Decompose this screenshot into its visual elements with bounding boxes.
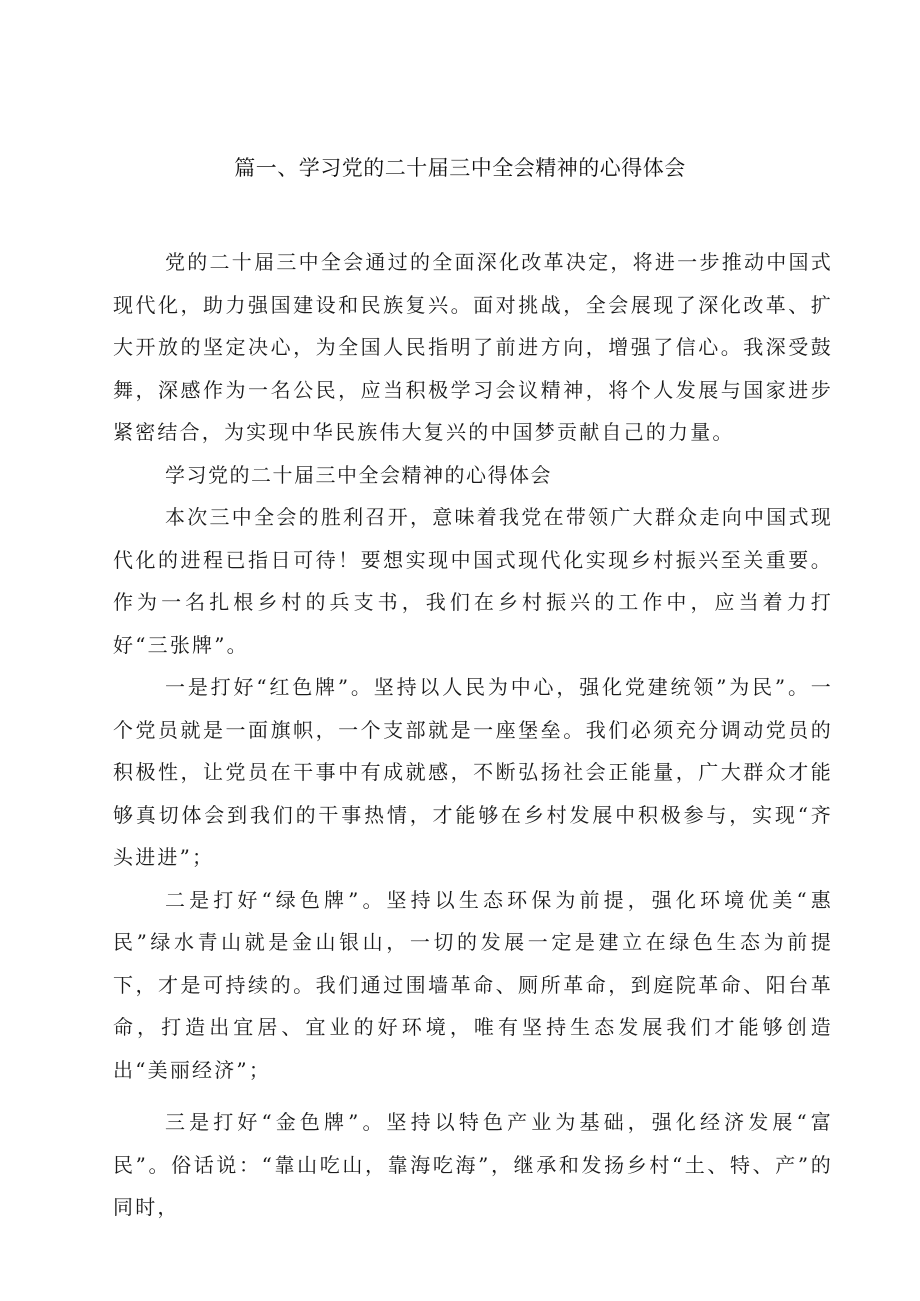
paragraph-green-card: 二是打好“绿色牌”。坚持以生态环保为前提，强化环境优美“惠民”绿水青山就是金山银山，一切的发展一定是建立在绿色生态为前提下，才是可持续的。我们通过围墙革命、厕所革命，到庭院革命、阳台革命，打造出宜居、宜业的好环境，唯有坚持生态发展我们才能够创造出“美丽经济”； [113,887,833,1082]
paragraph-red-card: 一是打好“红色牌”。坚持以人民为中心，强化党建统领”为民”。一个党员就是一面旗帜，一个支部就是一座堡垒。我们必须充分调动党员的积极性，让党员在干事中有成就感，不断弘扬社会正能量，广大群众才能够真切体会到我们的干事热情，才能够在乡村发展中积极参与，实现“齐头进进”； [113,675,833,869]
paragraph-three-cards: 本次三中全会的胜利召开，意味着我党在带领广大群众走向中国式现代化的进程已指日可待！要想实现中国式现代化实现乡村振兴至关重要。作为一名扎根乡村的兵支书，我们在乡村振兴的工作中，应当着力打好“三张牌”。 [113,505,833,657]
paragraph-gap [113,1091,833,1101]
paragraph-gold-card: 三是打好“金色牌”。坚持以特色产业为基础，强化经济发展“富民”。俗话说：“靠山吃山，靠海吃海”，继承和发扬乡村“土、特、产”的同时， [113,1110,833,1219]
document-title: 篇一、学习党的二十届三中全会精神的心得体会 [234,156,686,180]
document-body [113,241,833,1229]
paragraph-intro: 党的二十届三中全会通过的全面深化改革决定，将进一步推动中国式现代化，助力强国建设和民族复兴。面对挑战，全会展现了深化改革、扩大开放的坚定决心，为全国人民指明了前进方向，增强了信心。我深受鼓舞，深感作为一名公民，应当积极学习会议精神，将个人发展与国家进步紧密结合，为实现中华民族伟大复兴的中国梦贡献自己的力量。 [113,250,833,444]
paragraph-subheading: 学习党的二十届三中全会精神的心得体会 [165,462,552,487]
